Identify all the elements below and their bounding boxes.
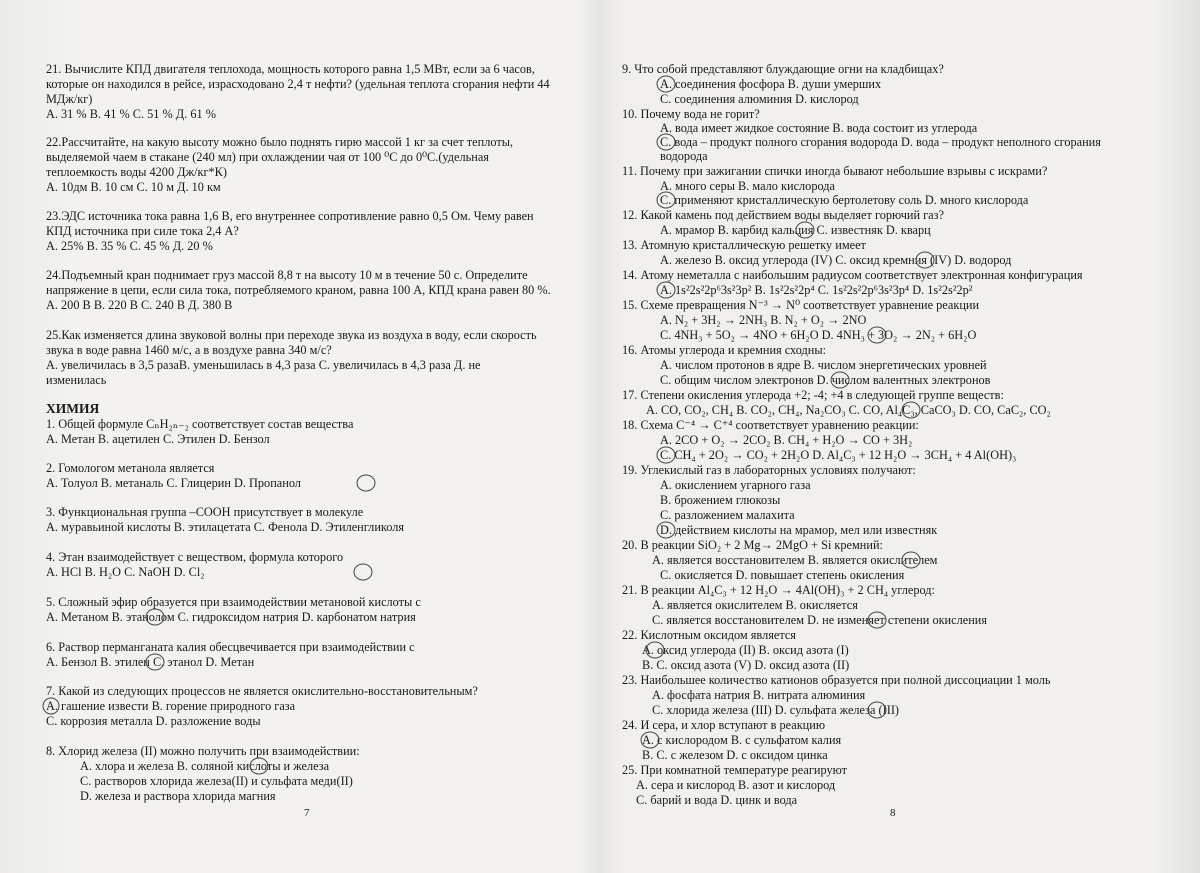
- answer-options: А. N₂ + 3H₂ → 2NH₃ В. N₂ + O₂ → 2NO: [660, 313, 867, 327]
- answer-options: А. вода имеет жидкое состояние В. вода состоит из углерода: [660, 121, 978, 135]
- text-line: 14. Атому неметалла с наибольшим радиусом соответствует электронная конфигурация: [622, 268, 1083, 282]
- page-number: 7: [304, 807, 310, 819]
- text-line: 3. Функциональная группа –СООН присутствует в молекуле: [46, 505, 364, 519]
- text-line: 12. Какой камень под действием воды выделяет горючий газ?: [622, 208, 944, 222]
- text-line: 18. Схема C⁻⁴ → C⁺⁴ соответствует уравнению реакции:: [622, 418, 919, 432]
- text-line: напряжение в цепи, если сила тока, потребляемого краном, равна 100 А, КПД крана равен 80 %.: [46, 283, 551, 297]
- answer-options: А. хлора и железа В. соляной кислоты и железа: [80, 759, 330, 773]
- answer-options: А. 25% В. 35 % С. 45 % Д. 20 %: [46, 239, 213, 253]
- answer-options: А. 10дм В. 10 см С. 10 м Д. 10 км: [46, 180, 221, 194]
- chemistry-heading: ХИМИЯ: [46, 401, 100, 416]
- answer-options: А. Бензол В. этилен С. этанол D. Метан: [46, 655, 255, 669]
- text-line: 24.Подъемный кран поднимает груз массой 8,8 т на высоту 10 м в течение 50 с. Определите: [46, 268, 528, 282]
- answer-options: С. является восстановителем D. не изменяет степени окисления: [652, 613, 988, 627]
- text-line: 13. Атомную кристаллическую решетку имеет: [622, 238, 866, 252]
- text-line: 11. Почему при зажигании спички иногда бывают небольшие взрывы с искрами?: [622, 164, 1048, 178]
- text-line: 25.Как изменяется длина звуковой волны при переходе звука из воздуха в воду, если скорость: [46, 328, 537, 342]
- text-line: 23. Наибольшее количество катионов образуется при полной диссоциации 1 моль: [622, 673, 1051, 687]
- text-line: КПД источника при силе тока 2,4 А?: [46, 224, 239, 238]
- answer-options: А. сера и кислород В. азот и кислород: [636, 778, 836, 792]
- answer-options: А. мрамор В. карбид кальция С. известняк D. кварц: [660, 223, 931, 237]
- answer-options: А. является восстановителем В. является окислителем: [652, 553, 938, 567]
- text-line: 22.Рассчитайте, на какую высоту можно было поднять гирю массой 1 кг за счет теплоты,: [46, 135, 514, 149]
- answer-options: А. 31 % В. 41 % С. 51 % Д. 61 %: [46, 107, 216, 121]
- answer-options: В. брожением глюкозы: [660, 493, 781, 507]
- text-line: 7. Какой из следующих процессов не является окислительно-восстановительным?: [46, 684, 478, 698]
- text-line: 2. Гомологом метанола является: [46, 461, 215, 475]
- answer-options: А. 200 В В. 220 В С. 240 В Д. 380 В: [46, 298, 233, 312]
- answer-options: С. барий и вода D. цинк и вода: [636, 793, 798, 807]
- answer-options: А. с кислородом В. с сульфатом калия: [642, 733, 842, 747]
- text-line: 1. Общей формуле CₙH₂ₙ₋₂ соответствует состав вещества: [46, 417, 354, 431]
- answer-options: С. разложением малахита: [660, 508, 795, 522]
- text-line: 25. При комнатной температуре реагируют: [622, 763, 848, 777]
- answer-options: В. С. с железом D. с оксидом цинка: [642, 748, 828, 762]
- text-line: 24. И сера, и хлор вступают в реакцию: [622, 718, 826, 732]
- text-line: 21. Вычислите КПД двигателя теплохода, мощность которого равна 1,5 МВт, если за 6 часов,: [46, 62, 535, 76]
- answer-options: D. железа и раствора хлорида магния: [80, 789, 276, 803]
- answer-options: С. растворов хлорида железа(II) и сульфата меди(II): [80, 774, 353, 788]
- answer-options: В. С. оксид азота (V) D. оксид азота (II): [642, 658, 850, 672]
- text-line: МДж/кг): [46, 92, 93, 106]
- answer-options: А. 1s²2s²2p⁶3s²3p² В. 1s²2s²2p⁴ С. 1s²2s²2p⁶3s²3p⁴ D. 1s²2s²2p²: [660, 283, 973, 297]
- text-line: 20. В реакции SiO₂ + 2 Mg→ 2MgO + Si кремний:: [622, 538, 883, 552]
- text-line: теплоемкость воды 4200 Дж/кг*К): [46, 165, 227, 179]
- answer-options: А. увеличилась в 3,5 разаВ. уменьшилась в 4,3 раза С. увеличилась в 4,3 раза Д. не: [46, 358, 481, 372]
- answer-options: А. оксид углерода (II) В. оксид азота (I): [642, 643, 849, 657]
- text-line: 22. Кислотным оксидом является: [622, 628, 796, 642]
- answer-options: D. действием кислоты на мрамор, мел или известняк: [660, 523, 938, 537]
- text-line: которые он находился в рейсе, израсходовано 2,4 т нефти? (удельная теплота сгорания нефти 44: [46, 77, 550, 91]
- text-line: 8. Хлорид железа (II) можно получить при взаимодействии:: [46, 744, 360, 758]
- answer-options: С. 4NH₃ + 5O₂ → 4NO + 6H₂O D. 4NH₃ + 3O₂ → 2N₂ + 6H₂O: [660, 328, 977, 342]
- text-line: 10. Почему вода не горит?: [622, 107, 760, 121]
- text-line: 4. Этан взаимодействует с веществом, формула которого: [46, 550, 344, 564]
- answer-options: А. HCl В. H₂O С. NaOH D. Cl₂: [46, 565, 205, 579]
- answer-options: А. CO, CO₂, CH₄ В. CO₂, CH₄, Na₂CO₃ С. CO, Al₄C₃, CaCO₃ D. CO, CaC₂, CO₂: [646, 403, 1051, 417]
- text-line: 15. Схеме превращения N⁻³ → N⁰ соответствует уравнение реакции: [622, 298, 980, 312]
- circle-mark: [357, 475, 375, 491]
- answer-options: А. гашение извести В. горение природного газа: [46, 699, 296, 713]
- answer-options: А. Метаном В. этанолом С. гидроксидом натрия D. карбонатом натрия: [46, 610, 416, 624]
- text-line: выделяемой чаем в стакане (240 мл) при охлаждении чая от 100 ⁰С до 0⁰С.(удельная: [46, 150, 489, 164]
- answer-options: С. применяют кристаллическую бертолетову соль D. много кислорода: [660, 193, 1029, 207]
- text-line: изменилась: [46, 373, 107, 387]
- text-line: 6. Раствор перманганата калия обесцвечивается при взаимодействии с: [46, 640, 415, 654]
- answer-options: С. хлорида железа (III) D. сульфата железа (III): [652, 703, 900, 717]
- text-line: 17. Степени окисления углерода +2; -4; +4 в следующей группе веществ:: [622, 388, 1004, 402]
- answer-options: С. общим числом электронов D. числом валентных электронов: [660, 373, 991, 387]
- answer-options: С. CH₄ + 2O₂ → CO₂ + 2H₂O D. Al₄C₃ + 12 H₂O → 3CH₄ + 4 Al(OH)₃: [660, 448, 1017, 462]
- answer-options: А. окислением угарного газа: [660, 478, 811, 492]
- answer-options: А. Толуол В. метаналь С. Глицерин D. Пропанол: [46, 476, 301, 490]
- page-number: 8: [890, 807, 896, 819]
- answer-options: А. числом протонов в ядре В. числом энергетических уровней: [660, 358, 987, 372]
- answer-options: С. коррозия металла D. разложение воды: [46, 714, 261, 728]
- answer-options: А. соединения фосфора В. души умерших: [660, 77, 882, 91]
- text-line: 5. Сложный эфир образуется при взаимодействии метановой кислоты с: [46, 595, 421, 609]
- circle-mark: [354, 564, 372, 580]
- text-line: 23.ЭДС источника тока равна 1,6 В, его внутреннее сопротивление равно 0,5 Ом. Чему равен: [46, 209, 534, 223]
- answer-options: А. фосфата натрия В. нитрата алюминия: [652, 688, 866, 702]
- text-line: 21. В реакции Al₄C₃ + 12 H₂O → 4Al(OH)₃ + 2 CH₄ углерод:: [622, 583, 935, 597]
- answer-options: А. является окислителем В. окисляется: [652, 598, 858, 612]
- text-line: 16. Атомы углерода и кремния сходны:: [622, 343, 827, 357]
- answer-options: А. железо В. оксид углерода (IV) С. оксид кремния (IV) D. водород: [660, 253, 1012, 267]
- answer-options: А. много серы В. мало кислорода: [660, 179, 835, 193]
- answer-options: А. муравьиной кислоты В. этилацетата С. Фенола D. Этиленгликоля: [46, 520, 405, 534]
- text-line: 19. Углекислый газ в лабораторных условиях получают:: [622, 463, 916, 477]
- text-line: водорода: [660, 149, 708, 163]
- text-line: 9. Что собой представляют блуждающие огни на кладбищах?: [622, 62, 944, 76]
- answer-options: С. вода – продукт полного сгорания водорода D. вода – продукт неполного сгорания: [660, 135, 1101, 149]
- answer-options: С. соединения алюминия D. кислород: [660, 92, 859, 106]
- answer-options: А. Метан В. ацетилен С. Этилен D. Бензол: [46, 432, 270, 446]
- answer-options: С. окисляется D. повышает степень окисления: [660, 568, 905, 582]
- text-line: звука в воде равна 1460 м/с, а в воздухе равна 340 м/с?: [46, 343, 332, 357]
- answer-options: А. 2CO + O₂ → 2CO₂ В. CH₄ + H₂O → CO + 3H₂: [660, 433, 913, 447]
